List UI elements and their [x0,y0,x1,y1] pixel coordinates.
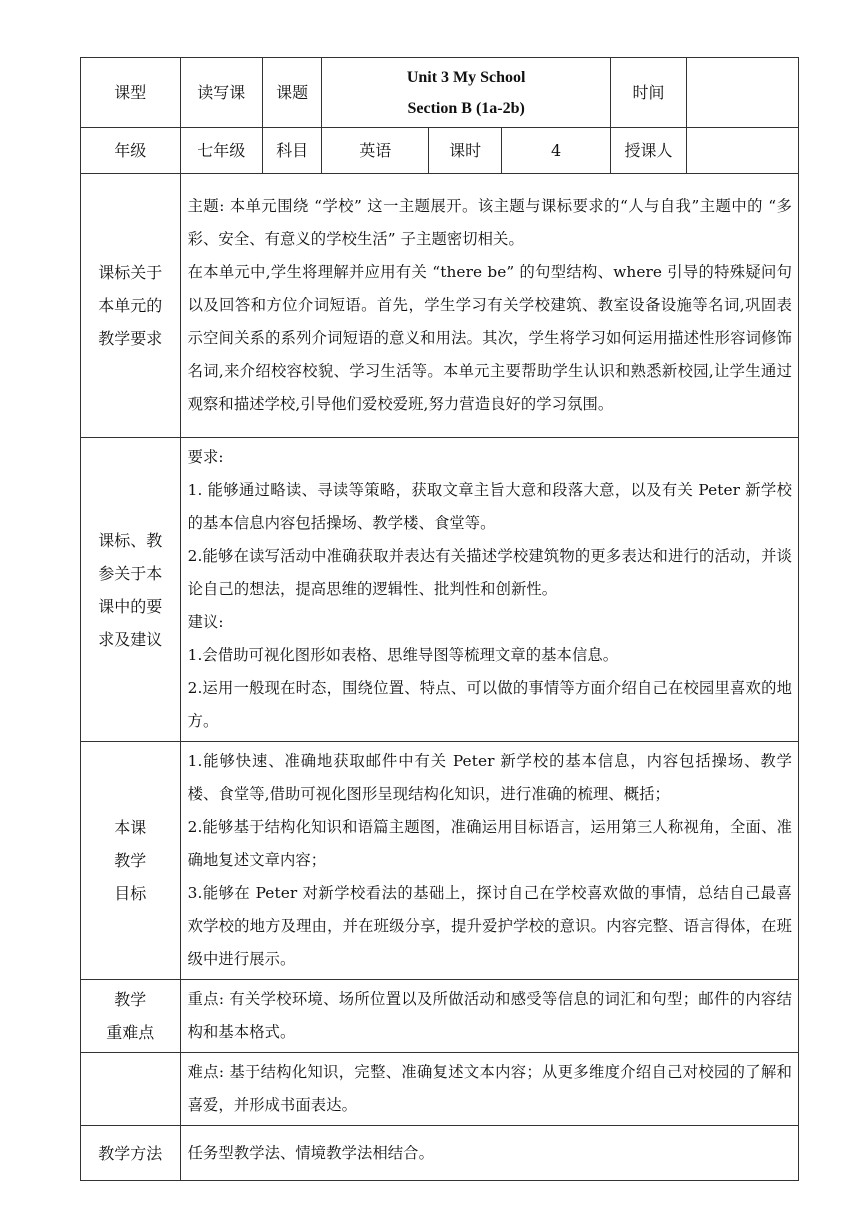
grade-label: 年级 [81,128,181,174]
header-row [81,58,799,128]
lesson-requirements-row [81,438,799,742]
teacher-value [686,128,798,174]
time-value [686,58,798,128]
paragraph: 建议: [187,613,224,631]
objectives-row [81,742,799,980]
paragraph: 要求: [187,448,224,466]
lesson-requirements-label: 课标、教 参关于本 课中的要 求及建议 [81,438,181,742]
key-points-row [81,980,799,1053]
key-points-label: 教学 重难点 [81,980,181,1053]
difficult-points-row [81,1053,799,1126]
paragraph: 3.能够在 Peter 对新学校看法的基础上，探讨自己在学校喜欢做的事情，总结自己最喜欢学校的地方及理由，并在班级分享，提升爱护学校的意识。内容完整、语言得体，在班级中进行展示。 [187,884,792,968]
objectives-content [180,742,798,980]
lesson-plan-table [80,57,799,1181]
paragraph: 在本单元中,学生将理解并应用有关 “there be” 的句型结构、where 引导的特殊疑问句以及回答和方位介词短语。首先，学生学习有关学校建筑、教室设备设施等名词,巩固表示空间关系的系列介词短语的意义和用法。其次，学生将学习如何运用描述性形容词修饰名词,来介绍校容校貌、学习生活等。本单元主要帮助学生认识和熟悉新校园,让学生通过观察和描述学校,引导他们爱校爱班,努力营造良好的学习氛围。 [187,263,792,413]
topic-label: 课题 [262,58,322,128]
period-label: 课时 [429,128,502,174]
lesson-requirements-content [180,438,798,742]
subject-value: 英语 [322,128,429,174]
methods-content: 任务型教学法、情境教学法相结合。 [180,1126,798,1181]
objectives-label: 本课 教学 目标 [81,742,181,980]
difficult-points-content: 难点: 基于结构化知识，完整、准确复述文本内容；从更多维度介绍自己对校园的了解和喜爱，并形成书面表达。 [180,1053,798,1126]
subject-label: 科目 [262,128,322,174]
unit-requirements-content [180,174,798,438]
unit-requirements-row [81,174,799,438]
topic-line-2: Section B (1a-2b) [407,99,525,117]
paragraph: 2.运用一般现在时态，围绕位置、特点、可以做的事情等方面介绍自己在校园里喜欢的地方。 [187,679,792,730]
time-label: 时间 [610,58,686,128]
paragraph: 2.能够基于结构化知识和语篇主题图，准确运用目标语言，运用第三人称视角，全面、准确地复述文章内容； [187,818,792,869]
paragraph: 1.能够快速、准确地获取邮件中有关 Peter 新学校的基本信息，内容包括操场、教学楼、食堂等,借助可视化图形呈现结构化知识，进行准确的梳理、概括； [187,752,792,803]
key-points-content: 重点: 有关学校环境、场所位置以及所做活动和感受等信息的词汇和句型；邮件的内容结构和基本格式。 [180,980,798,1053]
teacher-label: 授课人 [610,128,686,174]
paragraph: 1. 能够通过略读、寻读等策略，获取文章主旨大意和段落大意，以及有关 Peter 新学校的基本信息内容包括操场、教学楼、食堂等。 [187,481,792,532]
type-value: 读写课 [180,58,262,128]
grade-value: 七年级 [180,128,262,174]
topic-value [322,58,611,128]
paragraph: 1.会借助可视化图形如表格、思维导图等梳理文章的基本信息。 [187,646,619,664]
period-value: 4 [502,128,611,174]
methods-label: 教学方法 [81,1126,181,1181]
difficult-points-label [81,1053,181,1126]
methods-row [81,1126,799,1181]
unit-requirements-label: 课标关于 本单元的 教学要求 [81,174,181,438]
info-row [81,128,799,174]
topic-line-1: Unit 3 My School [406,68,526,86]
paragraph: 主题: 本单元围绕 “学校” 这一主题展开。该主题与课标要求的“人与自我”主题中的 “多彩、安全、有意义的学校生活” 子主题密切相关。 [187,197,792,248]
type-label: 课型 [81,58,181,128]
paragraph: 2.能够在读写活动中准确获取并表达有关描述学校建筑物的更多表达和进行的活动，并谈论自己的想法，提高思维的逻辑性、批判性和创新性。 [187,547,792,598]
